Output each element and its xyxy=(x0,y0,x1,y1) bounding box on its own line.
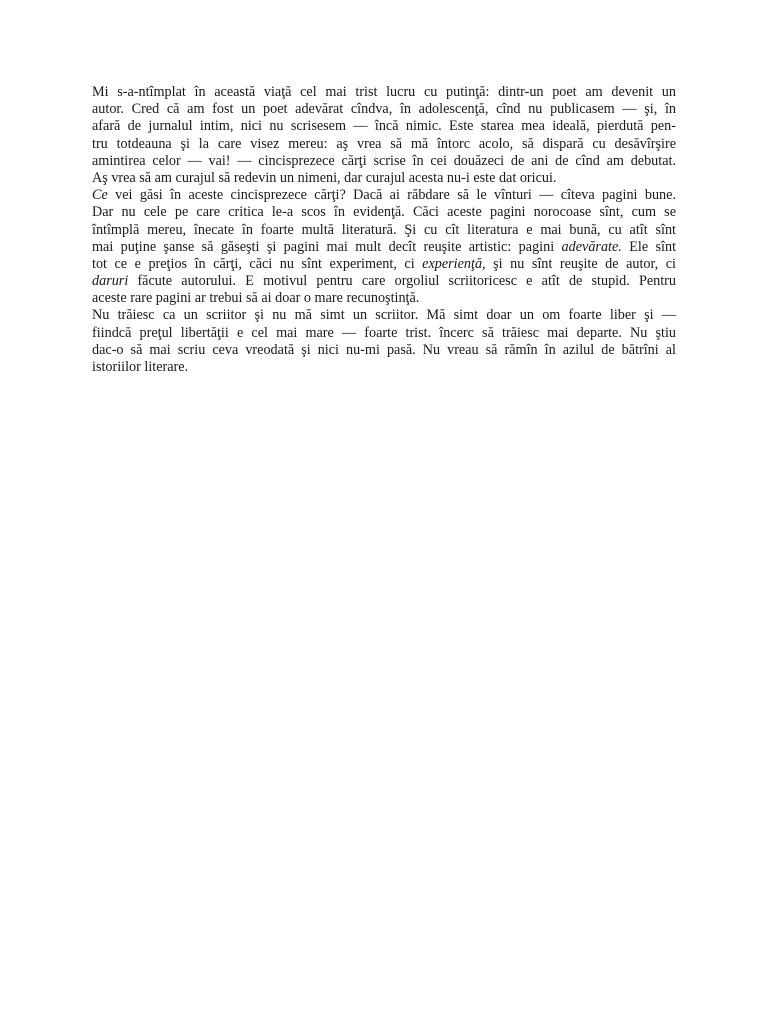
text-run: tot ce e preţios în cărţi, căci nu sînt experiment, ci xyxy=(92,255,423,272)
text-line xyxy=(92,84,676,101)
text-line xyxy=(92,273,676,290)
text-line xyxy=(92,239,676,256)
text-run: Mi s-a-ntîmplat în această viaţă cel mai trist lucru cu putinţă: dintr-un poet am devenit un xyxy=(92,84,676,100)
text-run: şi nu sînt reuşite de autor, ci xyxy=(485,255,676,272)
text-run: Nu trăiesc ca un scriitor şi nu mă simt un scriitor. Mă simt doar un om foarte liber şi — xyxy=(92,307,676,324)
text-line xyxy=(92,187,676,204)
text-run: făcute autorului. E motivul pentru care orgoliul scriitoricesc e atît de stupid. Pentru xyxy=(128,273,676,290)
text-run: Aş vrea să am curajul să redevin un nimeni, dar curajul acesta nu-i este dat oricui. xyxy=(92,169,557,186)
text-line xyxy=(92,342,676,359)
italic-text: daruri xyxy=(92,273,129,290)
text-run: autor. Cred că am fost un poet adevărat cîndva, în adolescenţă, cînd nu publicasem — şi, în xyxy=(92,101,676,118)
text-run: mai puţine şanse să găseşti şi pagini mai mult decît reuşite artistic: pagini xyxy=(92,238,562,255)
italic-text: adevărate. xyxy=(561,238,622,255)
text-run: Dar nu cele pe care critica le-a scos în evidenţă. Căci aceste pagini norocoase sînt, cum se xyxy=(92,204,676,221)
text-run: întîmplă mereu, înecate în foarte multă literatură. Şi cu cît literatura e mai bună, cu atît sînt xyxy=(92,221,676,238)
text-run: amintirea celor — vai! — cincisprezece cărţi scrise în cei douăzeci de ani de cînd am debutat. xyxy=(92,152,676,169)
text-line xyxy=(92,153,676,170)
paragraph xyxy=(92,307,676,376)
text-run: dac-o să mai scriu ceva vreodată şi nici nu-mi pasă. Nu vreau să rămîn în azilul de bătrîni al xyxy=(92,341,676,358)
text-run: aceste rare pagini ar trebui să ai doar o mare recunoştinţă. xyxy=(92,290,420,307)
paragraph xyxy=(92,84,676,187)
text-line xyxy=(92,256,676,273)
text-line xyxy=(92,204,676,221)
text-line xyxy=(92,325,676,342)
text-run: tru totdeauna şi la care visez mereu: aş vrea să mă întorc acolo, să dispară cu desăvîrşire xyxy=(92,135,676,152)
text-run: vei găsi în aceste cincisprezece cărţi? Dacă ai răbdare să le vînturi — cîteva pagini bune. xyxy=(107,187,676,204)
document-body xyxy=(92,84,676,376)
italic-text: Ce xyxy=(92,187,108,204)
text-line xyxy=(92,359,676,376)
text-run: istoriilor literare. xyxy=(92,359,189,375)
text-line xyxy=(92,290,676,307)
paragraph xyxy=(92,187,676,307)
text-run: Ele sînt xyxy=(621,238,677,255)
text-line xyxy=(92,307,676,324)
text-line xyxy=(92,136,676,153)
text-line xyxy=(92,222,676,239)
text-run: fiindcă preţul libertăţii e cel mai mare — foarte trist. încerc să trăiesc mai departe. Nu ştiu xyxy=(92,324,676,341)
text-line xyxy=(92,170,676,187)
italic-text: experienţă, xyxy=(422,255,486,272)
text-run: afară de jurnalul intim, nici nu scrisesem — încă nimic. Este starea mea ideală, pierdută pen- xyxy=(92,118,676,135)
text-line xyxy=(92,101,676,118)
text-line xyxy=(92,118,676,135)
